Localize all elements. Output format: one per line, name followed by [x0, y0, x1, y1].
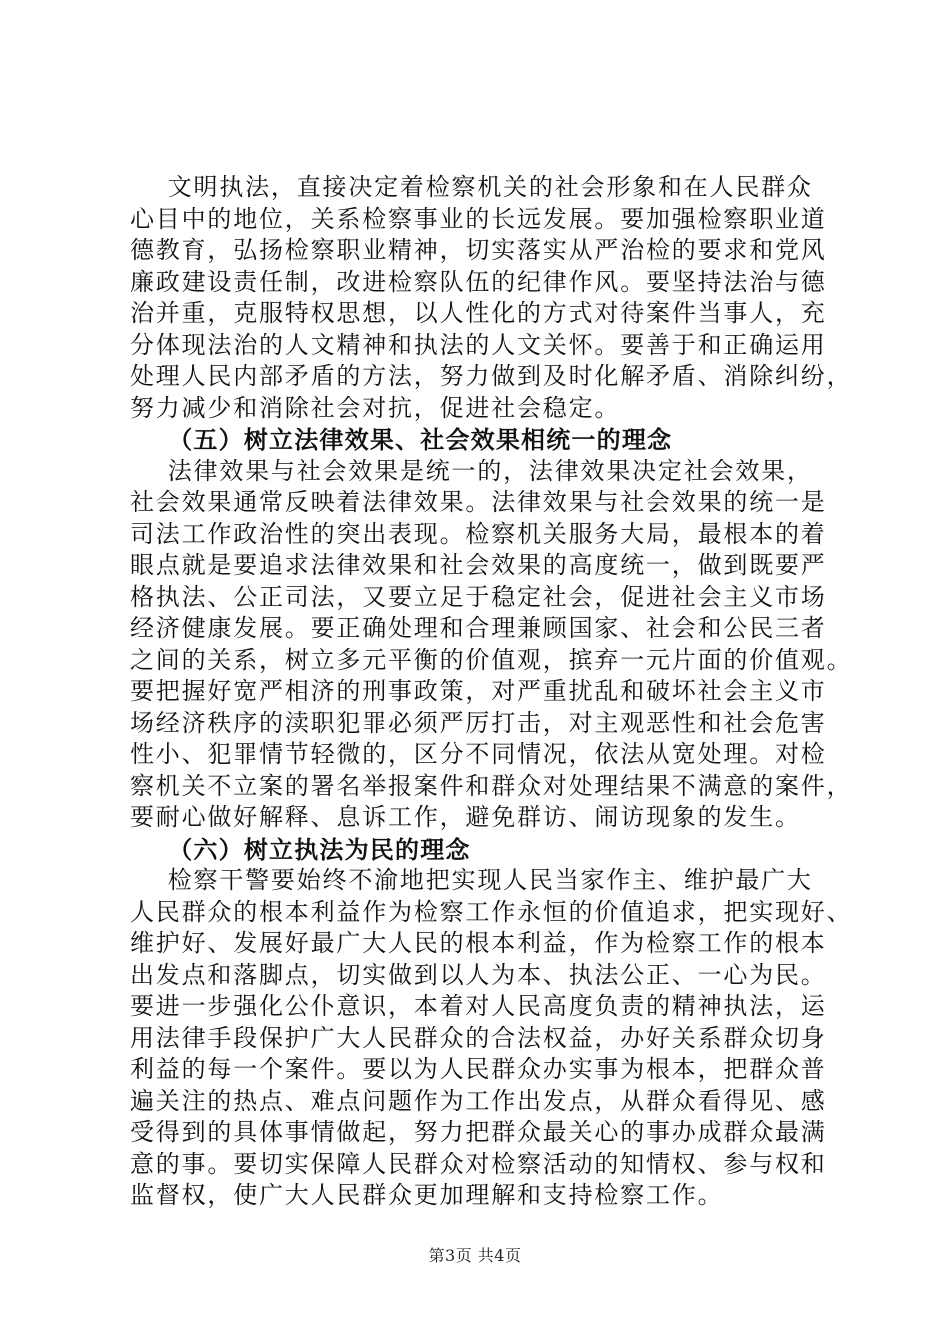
- paragraph-legal-social-effect: 法律效果与社会效果是统一的，法律效果决定社会效果， 社会效果通常反映着法律效果。法律效果与社会效果的统一是 司法工作政治性的突出表现。检察机关服务大局，最根本的着 眼点就是要追求法律效果和社会效果的高度统一，做到既要严 格执法、公正司法，又要立足于稳定社会，促进社会主义市场 经济健康发展。要正确处理和合理兼顾国家、社会和公民三者 之间的关系，树立多元平衡的价值观，摈弃一元片面的价值观。 要把握好宽严相济的刑事政策，对严重扰乱和破坏社会主义市 场经济秩序的渎职犯罪必须严厉打击，对主观恶性和社会危害 性小、犯罪情节轻微的，区分不同情况，依法从宽处理。对检 察机关不立案的署名举报案件和群众对处理结果不满意的案件， 要耐心做好解释、息诉工作，避免群访、闹访现象的发生。: [130, 456, 853, 831]
- page-number-footer: 第3页 共4页: [428, 1246, 522, 1265]
- paragraph-civilized-enforcement: 文明执法，直接决定着检察机关的社会形象和在人民群众 心目中的地位，关系检察事业的长远发展。要加强检察职业道 德教育，弘扬检察职业精神，切实落实从严治检的要求和党风 廉政建设责任制，改进检察队伍的纪律作风。要坚持法治与德 治并重，克服特权思想，以人性化的方式对待案件当事人，充 分体现法治的人文精神和执法的人文关怀。要善于和正确运用 处理人民内部矛盾的方法，努力做到及时化解矛盾、消除纠纷， 努力减少和消除社会对抗，促进社会稳定。: [130, 173, 853, 422]
- section-heading-6: （六）树立执法为民的理念: [130, 834, 471, 864]
- paragraph-law-enforcement-for-people: 检察干警要始终不渝地把实现人民当家作主、维护最广大 人民群众的根本利益作为检察工作永恒的价值追求，把实现好、 维护好、发展好最广大人民的根本利益，作为检察工作的根本 出发点和落脚点，切实做到以人为本、执法公正、一心为民。 要进一步强化公仆意识，本着对人民高度负责的精神执法，运 用法律手段保护广大人民群众的合法权益，办好关系群众切身 利益的每一个案件。要以为人民群众办实事为根本，把群众普 遍关注的热点、难点问题作为工作出发点，从群众看得见、感 受得到的具体事情做起，努力把群众最关心的事办成群众最满 意的事。要切实保障人民群众对检察活动的知情权、参与权和 监督权，使广大人民群众更加理解和支持检察工作。: [130, 866, 853, 1209]
- section-heading-5: （五）树立法律效果、社会效果相统一的理念: [130, 425, 673, 454]
- document-body: [130, 172, 853, 1212]
